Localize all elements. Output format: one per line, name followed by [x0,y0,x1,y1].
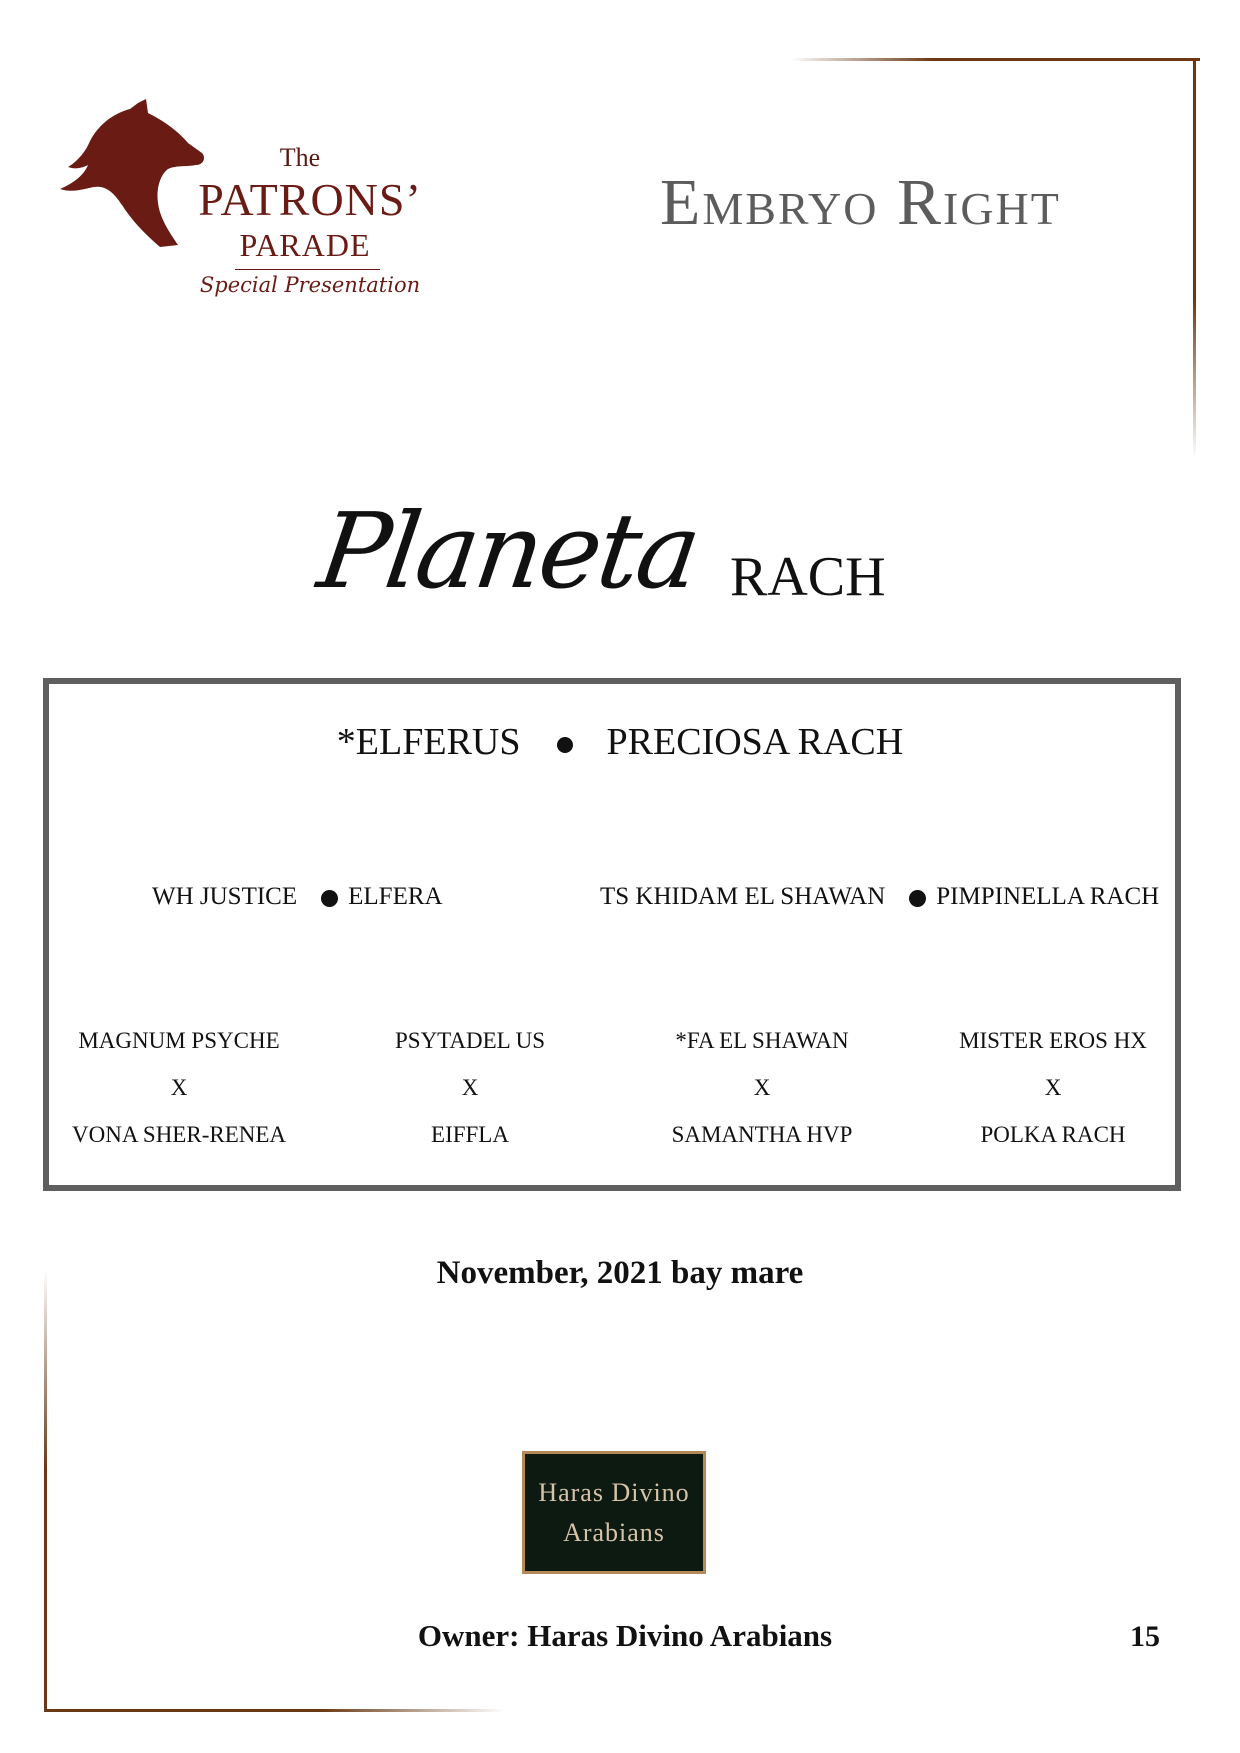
owner-logo-badge [522,1451,706,1574]
grandparent-sire: MAGNUM PSYCHE [78,1028,280,1053]
grandparent-sire: *FA EL SHAWAN [675,1028,849,1053]
logo-tagline: Special Presentation [199,273,421,297]
grandparent-dam: VONA SHER-RENEA [71,1122,287,1147]
sire-name: *ELFERUS [336,721,521,763]
corner-frame-bottom [44,1709,504,1712]
logo-divider [235,269,380,270]
owner-badge-line1: Haras Divino [538,1478,690,1507]
cross-mark: X [1044,1075,1062,1100]
dam-name: PRECIOSA RACH [606,721,904,763]
pedigree-parents [0,720,1240,764]
sire-dam-name: ELFERA [348,883,443,910]
bullet-icon [321,890,338,907]
grandparent-dam: SAMANTHA HVP [671,1122,853,1147]
foal-description: November, 2021 bay mare [436,1255,804,1291]
logo-word-the: The [279,143,321,172]
grandparent-sire: MISTER EROS HX [959,1028,1147,1053]
cross-mark: X [461,1075,479,1100]
cross-mark: X [170,1075,188,1100]
sire-sire-name: WH JUSTICE [152,883,298,910]
bullet-icon [909,890,926,907]
patrons-parade-logo [60,95,440,315]
corner-frame-top [790,58,1200,61]
bullet-icon [557,737,573,753]
dam-dam-name: PIMPINELLA RACH [936,883,1160,910]
sire-parents [152,883,443,911]
page-title: Embryo Right [660,166,1061,239]
page-number: 15 [1130,1620,1160,1653]
horse-name-script: Planeta [311,490,706,612]
grandparent-dam: POLKA RACH [980,1122,1126,1147]
grandparent-sire: PSYTADEL US [394,1028,546,1053]
dam-parents [600,883,1159,911]
owner-line: Owner: Haras Divino Arabians [417,1618,833,1653]
horse-name-suffix: RACH [730,546,886,608]
grandparent-dam: EIFFLA [431,1122,509,1147]
owner-badge-line2: Arabians [563,1518,665,1547]
cross-mark: X [753,1075,771,1100]
logo-word-parade: PARADE [239,227,371,263]
dam-sire-name: TS KHIDAM EL SHAWAN [600,883,886,910]
logo-word-patrons: PATRONS’ [198,174,422,225]
corner-frame-right [1193,58,1196,458]
